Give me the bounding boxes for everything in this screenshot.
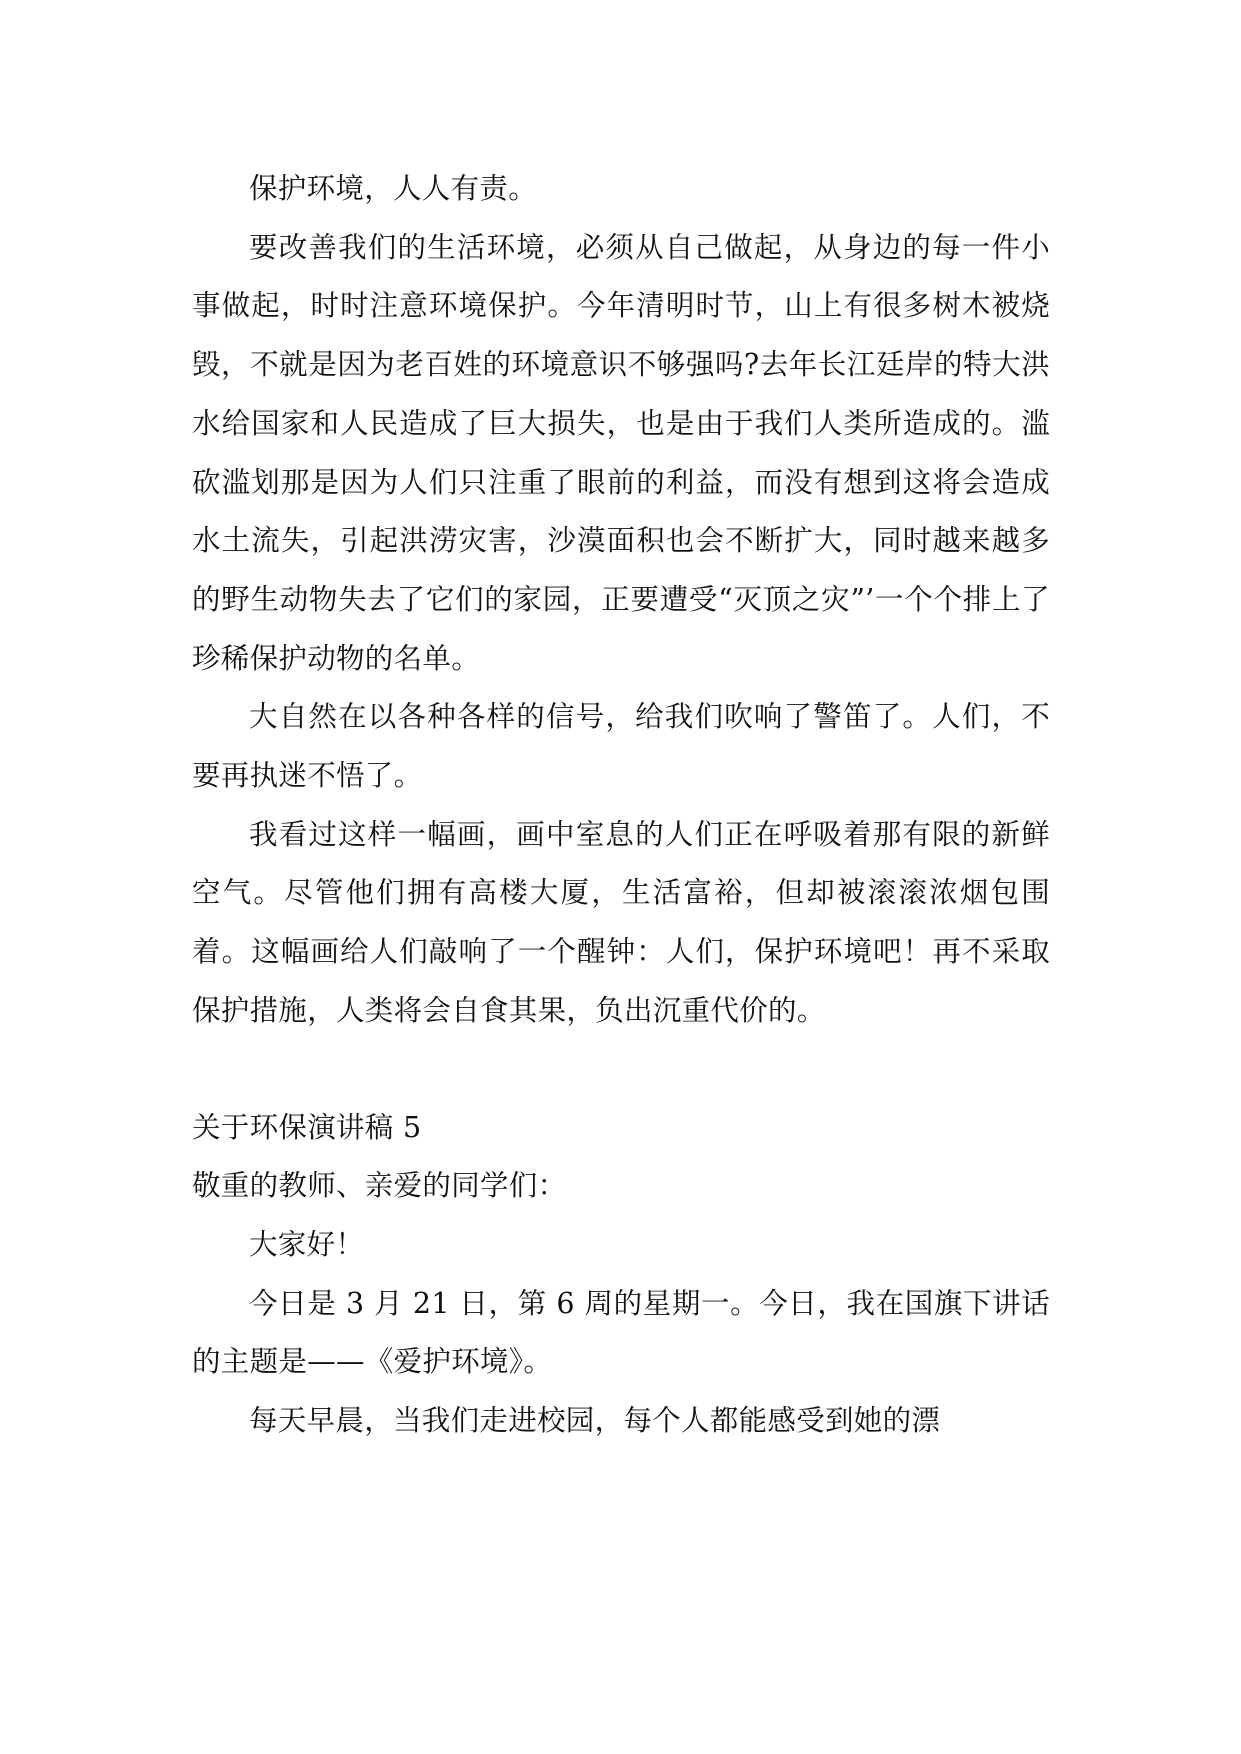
paragraph: 大自然在以各种各样的信号，给我们吹响了警笛了。人们，不要再执迷不悟了。 [192,700,1050,793]
paragraph: 要改善我们的生活环境，必须从自己做起，从身边的每一件小事做起，时时注意环境保护。今年清明时节，山上有很多树木被烧毁，不就是因为老百姓的环境意识不够强吗?去年长江廷岸的特大洪水给国家和人民造成了巨大损失，也是由于我们人类所造成的。滥砍滥划那是因为人们只注重了眼前的利益，而没有想到这将会造成水土流失，引起洪涝灾害，沙漠面积也会不断扩大，同时越来越多的野生动物失去了它们的家园，正要遭受“灭顶之灾”’一个个排上了珍稀保护动物的名单。 [192,230,1050,675]
salutation: 敬重的教师、亲爱的同学们： [192,1169,567,1203]
paragraph: 保护环境，人人有责。 [249,172,538,205]
section-spacer [192,1041,1050,1099]
section-title: 关于环保演讲稿 5 [192,1110,422,1144]
paragraph: 每天早晨，当我们走进校园，每个人都能感受到她的漂 [249,1404,941,1438]
paragraph: 大家好！ [249,1227,365,1261]
document-body [192,160,1050,1451]
paragraph: 我看过这样一幅画，画中室息的人们正在呼吸着那有限的新鲜空气。尽管他们拥有高楼大厦，生活富裕，但却被滚滚浓烟包围着。这幅画给人们敲响了一个醒钟：人们，保护环境吧！再不采取保护措施，人类将会自食其果，负出沉重代价的。 [192,817,1050,1027]
paragraph: 今日是 3 月 21 日，第 6 周的星期一。今日，我在国旗下讲话的主题是——《爱护环境》。 [192,1286,1050,1379]
